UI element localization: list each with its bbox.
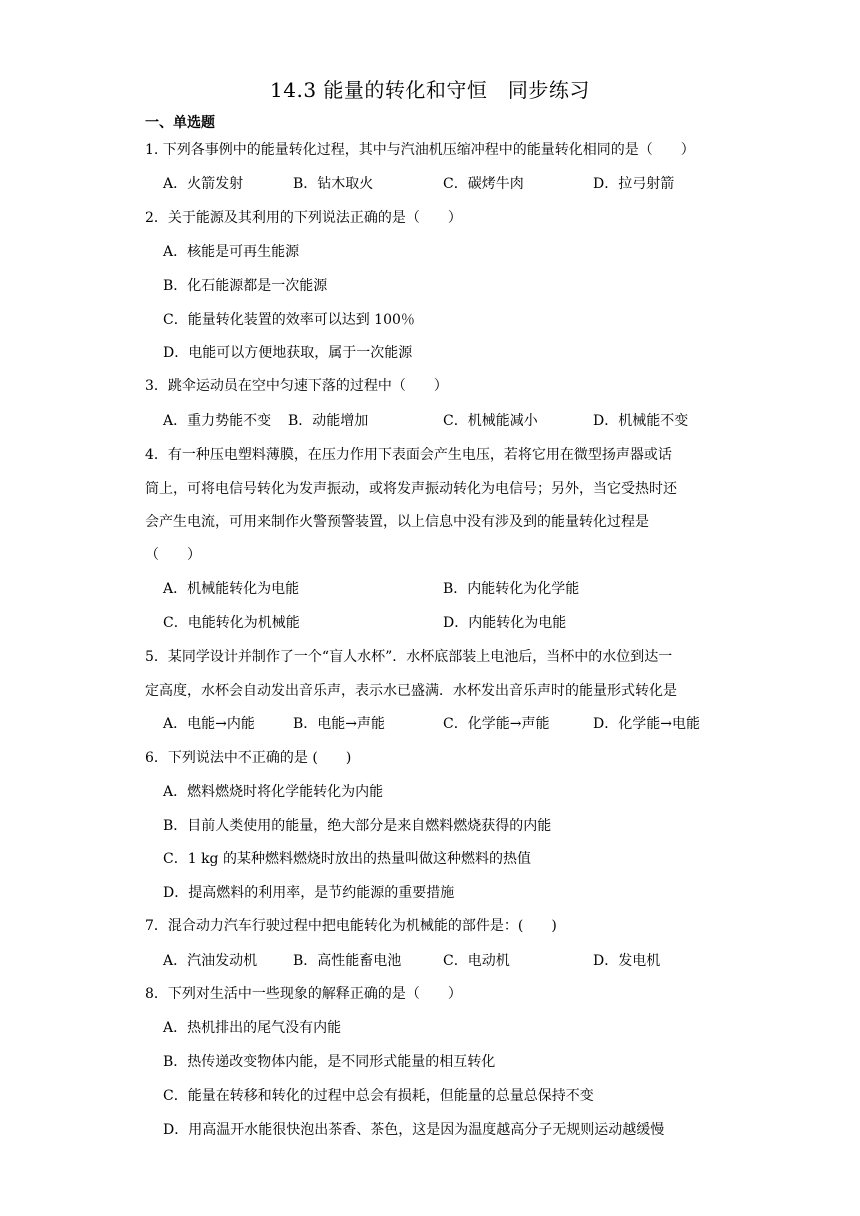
question-7-stem: 7．混合动力汽车行驶过程中把电能转化为机械能的部件是：( ) xyxy=(145,918,557,934)
question-3-option-c: C．机械能减小 xyxy=(443,413,538,429)
question-4-stem-line-3: 会产生电流，可用来制作火警预警装置，以上信息中没有涉及到的能量转化过程是 xyxy=(145,514,649,530)
question-8-stem: 8．下列对生活中一些现象的解释正确的是（ ） xyxy=(145,986,462,1002)
question-2-option-d: D．电能可以方便地获取，属于一次能源 xyxy=(163,345,413,361)
question-5-option-a: A．电能→内能 xyxy=(163,716,255,732)
question-1-option-a: A．火箭发射 xyxy=(163,176,244,192)
question-7-option-d: D．发电机 xyxy=(593,953,661,969)
question-6-option-c: C．1 kg 的某种燃料燃烧时放出的热量叫做这种燃料的热值 xyxy=(163,851,531,867)
question-6-option-a: A．燃料燃烧时将化学能转化为内能 xyxy=(163,784,384,800)
question-8-option-d: D．用高温开水能很快泡出茶香、茶色，这是因为温度越高分子无规则运动越缓慢 xyxy=(163,1122,665,1138)
question-6-option-d: D．提高燃料的利用率，是节约能源的重要措施 xyxy=(163,885,455,901)
question-4-stem-line-2: 筒上，可将电信号转化为发声振动，或将发声振动转化为电信号；另外，当它受热时还 xyxy=(145,481,677,497)
question-4-stem-line-1: 4．有一种压电塑料薄膜，在压力作用下表面会产生电压，若将它用在微型扬声器或话 xyxy=(145,447,672,463)
page-title: 14.3 能量的转化和守恒 同步练习 xyxy=(270,78,590,102)
question-3-option-b: B．动能增加 xyxy=(288,413,369,429)
question-7-option-b: B．高性能畜电池 xyxy=(293,953,402,969)
question-6-stem: 6．下列说法中不正确的是 ( ) xyxy=(145,750,352,766)
question-5-stem-line-1: 5．某同学设计并制作了一个“盲人水杯”．水杯底部装上电池后，当杯中的水位到达一 xyxy=(145,649,673,665)
question-4-stem-line-4: （ ） xyxy=(145,547,201,563)
question-2-stem: 2．关于能源及其利用的下列说法正确的是（ ） xyxy=(145,210,462,226)
question-6-option-b: B．目前人类使用的能量，绝大部分是来自燃料燃烧获得的内能 xyxy=(163,818,552,834)
question-1-option-c: C．碳烤牛肉 xyxy=(443,176,524,192)
question-4-option-d: D．内能转化为电能 xyxy=(443,615,567,631)
question-4-option-c: C．电能转化为机械能 xyxy=(163,615,300,631)
question-3-option-d: D．机械能不变 xyxy=(593,413,689,429)
section-heading: 一、单选题 xyxy=(145,115,215,131)
question-4-option-b: B．内能转化为化学能 xyxy=(443,581,580,597)
question-1-option-d: D．拉弓射箭 xyxy=(593,176,675,192)
question-4-option-a: A．机械能转化为电能 xyxy=(163,581,300,597)
question-5-option-b: B．电能→声能 xyxy=(293,716,386,732)
question-7-option-a: A．汽油发动机 xyxy=(163,953,258,969)
question-3-stem: 3．跳伞运动员在空中匀速下落的过程中（ ） xyxy=(145,378,448,394)
question-5-option-d: D．化学能→电能 xyxy=(593,716,700,732)
question-2-option-c: C．能量转化装置的效率可以达到 100％ xyxy=(163,312,415,328)
question-2-option-b: B．化石能源都是一次能源 xyxy=(163,278,328,294)
question-8-option-b: B．热传递改变物体内能，是不同形式能量的相互转化 xyxy=(163,1054,496,1070)
question-1-option-b: B．钻木取火 xyxy=(293,176,374,192)
question-5-option-c: C．化学能→声能 xyxy=(443,716,550,732)
question-7-option-c: C．电动机 xyxy=(443,953,510,969)
question-3-option-a: A．重力势能不变 xyxy=(163,413,272,429)
question-5-stem-line-2: 定高度，水杯会自动发出音乐声，表示水已盛满．水杯发出音乐声时的能量形式转化是 xyxy=(145,683,677,699)
question-2-option-a: A．核能是可再生能源 xyxy=(163,244,300,260)
question-8-option-c: C．能量在转移和转化的过程中总会有损耗，但能量的总量总保持不变 xyxy=(163,1088,594,1104)
question-1-stem: 1. 下列各事例中的能量转化过程，其中与汽油机压缩冲程中的能量转化相同的是（ ） xyxy=(145,142,695,158)
question-8-option-a: A．热机排出的尾气没有内能 xyxy=(163,1020,342,1036)
